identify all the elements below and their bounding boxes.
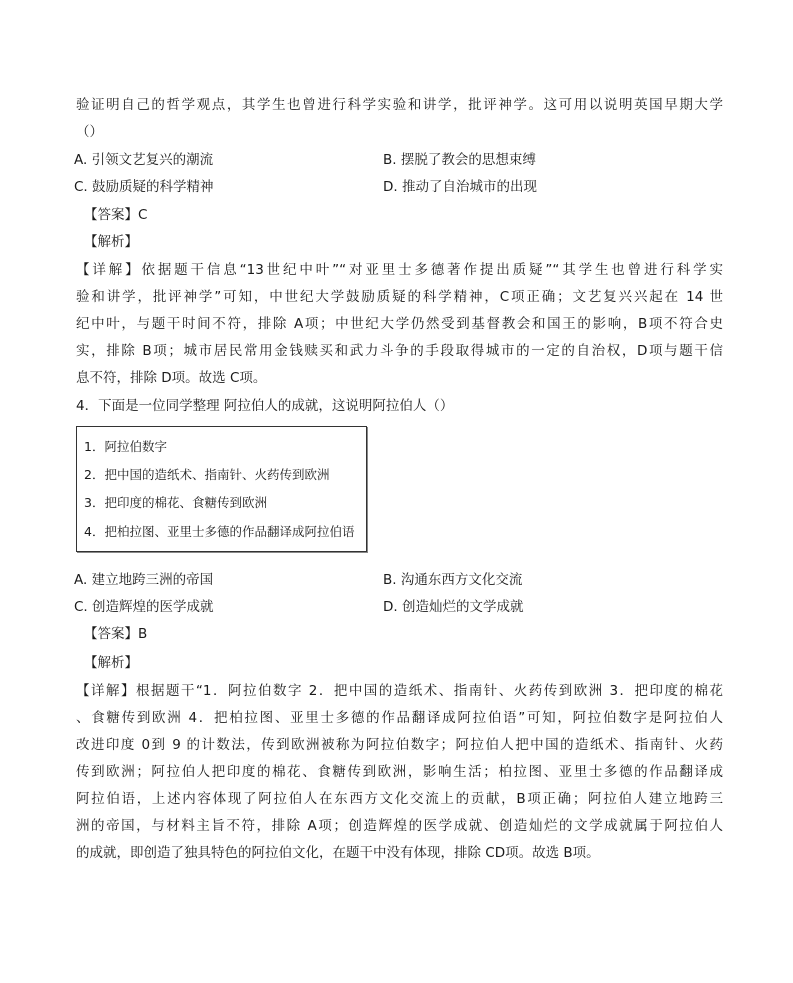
q4-detail-line: 传到欧洲；阿拉伯人把印度的棉花、食糖传到欧洲，影响生活；柏拉图、亚里士多德的作品翻译成 xyxy=(76,764,723,780)
q4-answer: 【答案】B xyxy=(84,626,148,642)
q4-box-item: 1．阿拉伯数字 xyxy=(84,439,167,454)
q3-detail-line: 纪中叶，与题干时间不符，排除 A项；中世纪大学仍然受到基督教会和国王的影响，B项不符合史 xyxy=(76,316,723,332)
q4-detail-line: 的成就，即创造了独具特色的阿拉伯文化，在题干中没有体现，排除 CD项。故选 B项。 xyxy=(76,845,600,861)
q4-detail-line: 【详解】根据题干“1．阿拉伯数字 2．把中国的造纸术、指南针、火药传到欧洲 3．把印度的棉花 xyxy=(76,683,723,699)
q4-detail-line: 阿拉伯语，上述内容体现了阿拉伯人在东西方文化交流上的贡献，B项正确；阿拉伯人建立地跨三 xyxy=(76,791,723,807)
q3-detail-line: 息不符，排除 D项。故选 C项。 xyxy=(76,370,267,386)
q4-option-c: C. 创造辉煌的医学成就 xyxy=(74,599,214,615)
q3-option-a: A. 引领文艺复兴的潮流 xyxy=(74,152,214,168)
q4-detail-line: 改进印度 0到 9 的计数法，传到欧洲被称为阿拉伯数字；阿拉伯人把中国的造纸术、指南针、火药 xyxy=(76,737,723,753)
q4-option-d: D. 创造灿烂的文学成就 xyxy=(383,599,524,615)
q3-stem-line-2: （） xyxy=(76,124,103,140)
q4-box-item: 3．把印度的棉花、食糖传到欧洲 xyxy=(84,495,267,510)
q4-stem: 4．下面是一位同学整理 阿拉伯人的成就，这说明阿拉伯人（） xyxy=(76,398,454,414)
q3-detail-line: 实，排除 B项；城市居民常用金钱赎买和武力斗争的手段取得城市的一定的自治权，D项与题干信 xyxy=(76,343,723,359)
q3-answer: 【答案】C xyxy=(84,207,148,223)
q3-analysis-label: 【解析】 xyxy=(84,234,138,250)
q3-stem-line-1: 验证明自己的哲学观点，其学生也曾进行科学实验和讲学，批评神学。这可用以说明英国早期大学 xyxy=(76,97,723,113)
q4-detail-line: 、食糖传到欧洲 4．把柏拉图、亚里士多德的作品翻译成阿拉伯语”可知，阿拉伯数字是阿拉伯人 xyxy=(76,710,723,726)
q4-detail-line: 洲的帝国，与材料主旨不符，排除 A项；创造辉煌的医学成就、创造灿烂的文学成就属于阿拉伯人 xyxy=(76,818,723,834)
q4-box-item: 2．把中国的造纸术、指南针、火药传到欧洲 xyxy=(84,467,330,482)
q4-analysis-label: 【解析】 xyxy=(84,655,138,671)
q4-material-box xyxy=(76,426,367,552)
q4-option-b: B. 沟通东西方文化交流 xyxy=(383,572,523,588)
q3-detail-line: 验和讲学，批评神学”可知，中世纪大学鼓励质疑的科学精神，C项正确；文艺复兴兴起在 14 世 xyxy=(76,289,723,305)
q3-option-d: D. 推动了自治城市的出现 xyxy=(383,179,537,195)
q3-option-b: B. 摆脱了教会的思想束缚 xyxy=(383,152,536,168)
q4-box-item: 4．把柏拉图、亚里士多德的作品翻译成阿拉伯语 xyxy=(84,524,355,539)
q3-option-c: C. 鼓励质疑的科学精神 xyxy=(74,179,214,195)
q3-detail-line: 【详解】依据题干信息“13世纪中叶”“对亚里士多德著作提出质疑”“其学生也曾进行科学实 xyxy=(76,262,723,278)
q4-option-a: A. 建立地跨三洲的帝国 xyxy=(74,572,214,588)
